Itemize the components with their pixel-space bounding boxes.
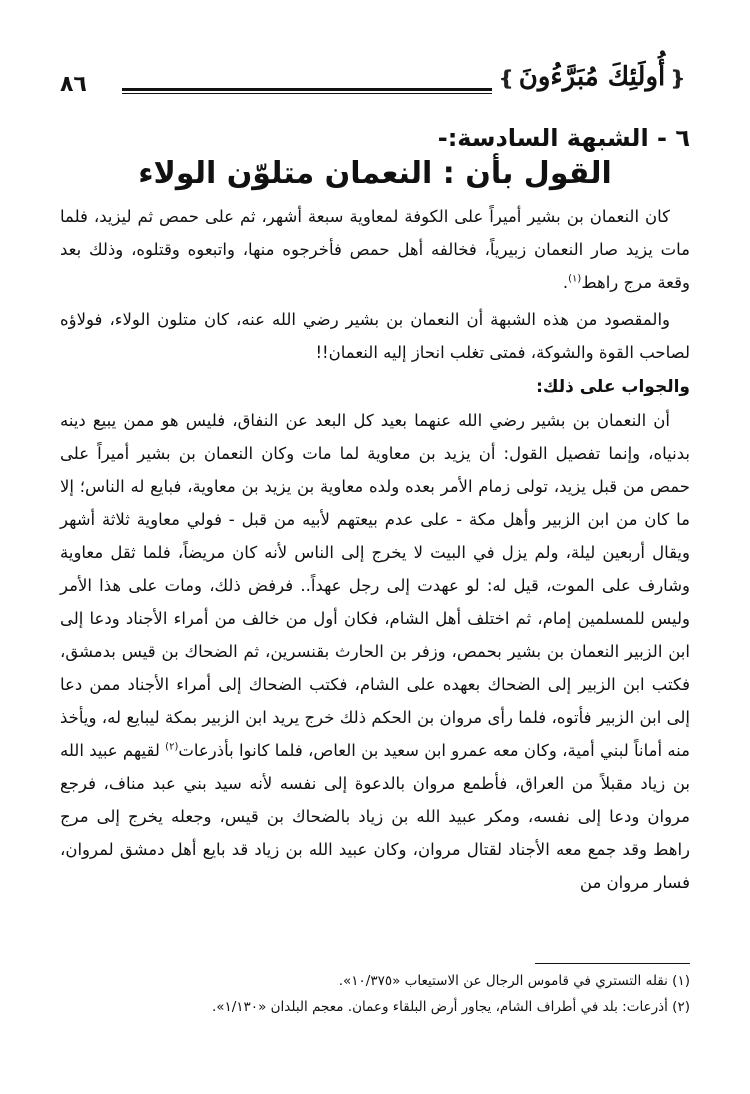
footnote-2: (٢) أذرعات: بلد في أطراف الشام، يجاور أرض البلقاء وعمان. معجم البلدان «١/١٣٠».: [211, 999, 690, 1015]
page-number: ٨٦: [60, 72, 87, 97]
footnote-ref-2[interactable]: (٢): [165, 741, 179, 753]
paragraph-2: والمقصود من هذه الشبهة أن النعمان بن بشير رضي الله عنه، كان متلون الولاء، فولاؤه لصاحب القوة والشوكة، فمتى تغلب انحاز إليه النعمان!!: [60, 310, 690, 362]
footnotes: [60, 968, 690, 1020]
body-text: [60, 200, 690, 899]
book-title: [494, 62, 690, 92]
footnote-1: (١) نقله التستري في قاموس الرجال عن الاستيعاب «١٠/٣٧٥».: [338, 973, 690, 989]
paragraph-3: أن النعمان بن بشير رضي الله عنهما بعيد كل البعد عن النفاق، فليس هو ممن يبيع دينه بدنياه، وإنما تفصيل القول: أن يزيد بن معاوية لما مات وكان النعمان بن بشير أميراً على حمص من قبل يزيد، تولى زمام الأمر بعده ولده معاوية بن يزيد بن معاوية، فبايع له الناس؛ إلا ما كان من ابن الزبير وأهل مكة - على عدم بيعتهم لأبيه من قبل - فولي معاوية ثلاثة أشهر ويقال أربعين ليلة، ولم يزل في البيت لا يخرج إلى الناس لأنه كان مريضاً، فلما ثقل معاوية وشارف على الموت، قيل له: لو عهدت إلى رجل عهداً.. فرفض ذلك، ومات على هذا الأمر وليس للمسلمين إمام، ثم اختلف أهل الشام، فكان أول من خالف من أمراء الأجناد ودعا إلى ابن الزبير النعمان بن بشير بحمص، وزفر بن الحارث بقنسرين، ثم الضحاك بن قيس بدمشق، فكتب ابن الزبير إلى الضحاك بعهده على الشام، فكتب الضحاك إلى أمراء الأجناد ممن دعا إلى ابن الزبير فأتوه، فلما رأى مروان بن الحكم ذلك خرج يريد ابن الزبير بمكة ليبايع له، ويأخذ منه أماناً لبني أمية، وكان معه عمرو ابن سعيد بن العاص، فلما كانوا بأذرعات$^{(٢)}$ لقيهم عبيد الله بن زياد مقبلاً من العراق، فأطمع مروان بالدعوة إلى نفسه لأنه سيد بني عبد مناف، فرجع مروان ودعا إلى نفسه، ومكر عبيد الله بن زياد بالضحاك بن قيس، وجعله يخرج إلى مرج راهط وقد جمع معه الأجناد لقتال مروان، وكان عبيد الله بن زياد قد بايع أهل دمشق لمروان، فسار مروان من: [60, 411, 690, 892]
paragraph-1: كان النعمان بن بشير أميراً على الكوفة لمعاوية سبعة أشهر، ثم على حمص ثم ليزيد، فلما مات يزيد صار النعمان زبيرياً، فخالفه أهل حمص فأخرجوه منها، واتبعوه وقتلوه، وذلك بعد وقعة مرج راهط$^{(١)}$.: [60, 207, 690, 292]
page-header: [60, 62, 690, 116]
ornament-right-icon: ❴: [669, 66, 686, 90]
book-title-text: أُولَئِكَ مُبَرَّءُونَ: [518, 62, 666, 92]
section-heading: ٦ - الشبهة السادسة:-: [437, 124, 690, 152]
header-rule: [122, 88, 492, 94]
answer-heading: والجواب على ذلك:: [536, 377, 690, 397]
footnote-separator: [535, 963, 690, 964]
main-heading: القول بأن : النعمان متلوّن الولاء: [138, 156, 612, 191]
footnote-ref-1[interactable]: (١): [568, 273, 582, 285]
ornament-left-icon: ❵: [497, 66, 515, 90]
